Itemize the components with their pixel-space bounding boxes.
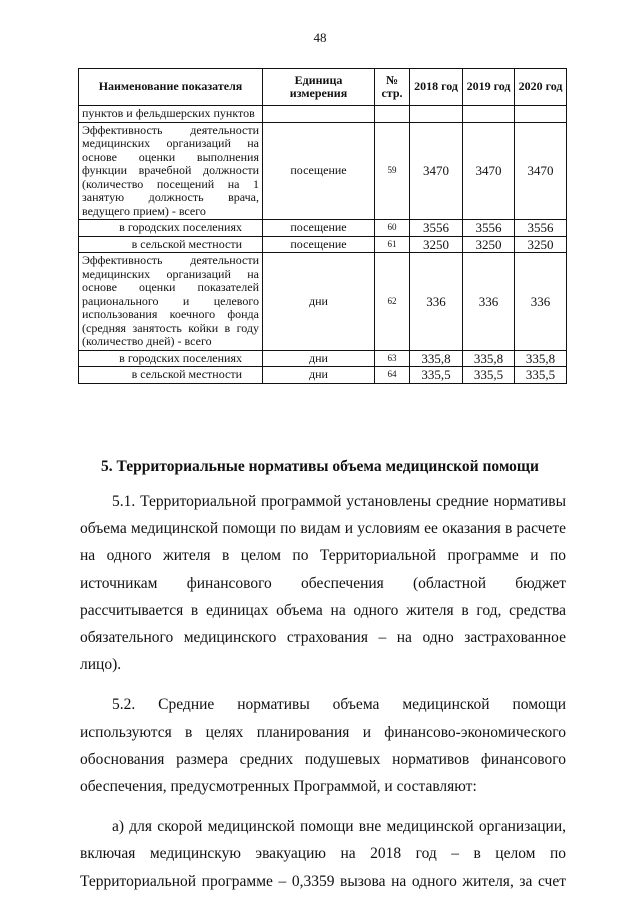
row-name: в городских поселениях: [79, 220, 263, 237]
paragraph: 5.1. Территориальной программой установлены средние нормативы объема медицинской помощи по видам и условиям ее оказания в расчете на одного жителя в целом по Территориальной программе и по источникам финансового обеспечения (областной бюджет рассчитывается в единицах объема на одного жителя в год, средства обязательного медицинского страхования – на одно застрахованное лицо).: [80, 493, 566, 674]
row-num: 62: [375, 253, 410, 351]
row-2018: 336: [410, 253, 463, 351]
row-2019: 3556: [463, 220, 515, 237]
header-unit: Единица измерения: [263, 69, 375, 106]
row-num: 61: [375, 236, 410, 253]
row-unit: [263, 106, 375, 123]
row-2018: 335,5: [410, 367, 463, 384]
row-num: 63: [375, 350, 410, 367]
table-row: [79, 220, 567, 237]
table-row: [79, 253, 567, 351]
paragraph: а) для скорой медицинской помощи вне медицинской организации, включая медицинскую эвакуацию на 2018 год – в целом по Территориальной программе – 0,3359 вызова на одного жителя, за счет: [80, 818, 566, 890]
row-unit: посещение: [263, 122, 375, 220]
row-2020: 335,8: [515, 350, 567, 367]
table-row: [79, 106, 567, 123]
row-2019: 3250: [463, 236, 515, 253]
row-name: в сельской местности: [79, 367, 263, 384]
row-2020: [515, 106, 567, 123]
row-2020: 3250: [515, 236, 567, 253]
paragraph: 5.2. Средние нормативы объема медицинской помощи используются в целях планирования и финансово-экономического обоснования размера средних подушевых нормативов финансового обеспечения, предусмотренных Программой, и составляют:: [80, 696, 566, 796]
row-name: в сельской местности: [79, 236, 263, 253]
body-text: [80, 488, 566, 908]
row-name: в городских поселениях: [79, 350, 263, 367]
row-num: 64: [375, 367, 410, 384]
row-num: 60: [375, 220, 410, 237]
row-name: пунктов и фельдшерских пунктов: [79, 106, 263, 123]
row-name: Эффективность деятельности медицинских организаций на основе оценки выполнения функции врачебной должности (количество посещений на 1 занятую должность врача, ведущего прием) - всего: [79, 122, 263, 220]
row-2018: [410, 106, 463, 123]
row-2020: 336: [515, 253, 567, 351]
row-2020: 3470: [515, 122, 567, 220]
row-unit: посещение: [263, 236, 375, 253]
table-header-row: [79, 69, 567, 106]
row-unit: посещение: [263, 220, 375, 237]
table-row: [79, 350, 567, 367]
row-unit: дни: [263, 253, 375, 351]
row-num: 59: [375, 122, 410, 220]
row-unit: дни: [263, 367, 375, 384]
row-unit: дни: [263, 350, 375, 367]
indicators-table: [78, 68, 567, 384]
section-title: 5. Территориальные нормативы объема медицинской помощи: [101, 458, 539, 475]
row-num: [375, 106, 410, 123]
header-2018: 2018 год: [410, 69, 463, 106]
header-2020: 2020 год: [515, 69, 567, 106]
header-name: Наименование показателя: [79, 69, 263, 106]
row-2018: 3250: [410, 236, 463, 253]
header-num: № стр.: [375, 69, 410, 106]
header-2019: 2019 год: [463, 69, 515, 106]
table-row: [79, 122, 567, 220]
row-2019: 336: [463, 253, 515, 351]
row-2019: 3470: [463, 122, 515, 220]
table-row: [79, 367, 567, 384]
row-2018: 335,8: [410, 350, 463, 367]
page-number: 48: [313, 30, 327, 45]
row-2018: 3556: [410, 220, 463, 237]
row-name: Эффективность деятельности медицинских организаций на основе оценки показателей рационального и целевого использования коечного фонда (средняя занятость койки в году (количество дней) - всего: [79, 253, 263, 351]
row-2020: 3556: [515, 220, 567, 237]
row-2018: 3470: [410, 122, 463, 220]
row-2019: 335,8: [463, 350, 515, 367]
table-row: [79, 236, 567, 253]
row-2019: [463, 106, 515, 123]
row-2019: 335,5: [463, 367, 515, 384]
row-2020: 335,5: [515, 367, 567, 384]
